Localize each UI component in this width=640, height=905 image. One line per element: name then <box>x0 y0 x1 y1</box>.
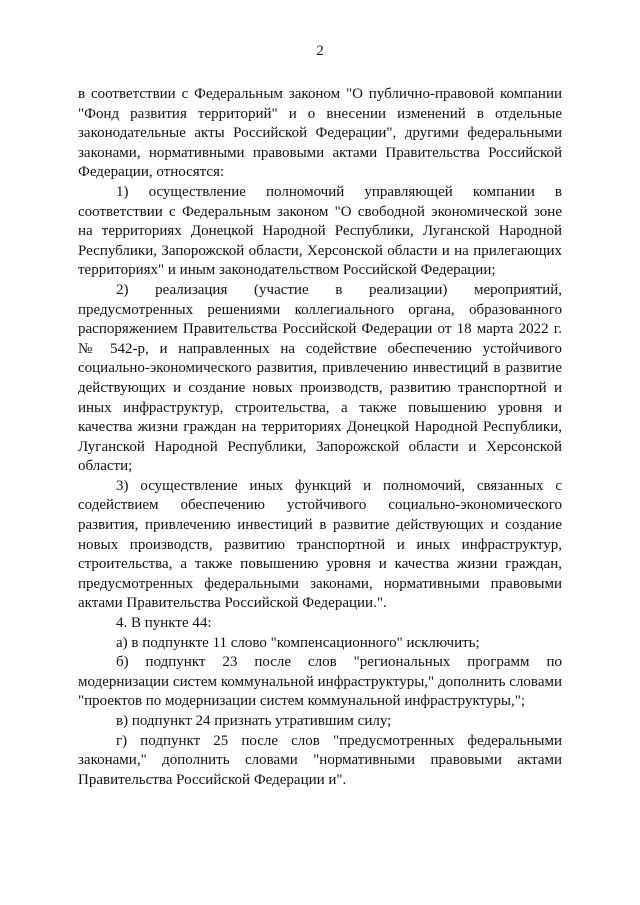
paragraph-subitem-g: г) подпункт 25 после слов "предусмотренных федеральными законами," дополнить словами "нормативными правовыми актами Правительства Российской Федерации и". <box>78 732 562 788</box>
paragraph-subitem-a: а) в подпункте 11 слово "компенсационного" исключить; <box>116 634 480 651</box>
paragraph-item-3: 3) осуществление иных функций и полномочий, связанных с содействием обеспечению устойчивого социально-экономического развития, привлечению инвестиций в развитие действующих и создание новых производств, развитию транспортной и иных инфраструктур, строительства, а также повышению уровня и качества жизни граждан, предусмотренных федеральными законами, нормативными правовыми актами Правительства Российской Федерации.". <box>78 477 562 612</box>
paragraph-item-1: 1) осуществление полномочий управляющей компании в соответствии с Федеральным законом "О свободной экономической зоне на территориях Донецкой Народной Республики, Луганской Народной Республики, Запорожской области, Херсонской области и на прилегающих территориях" и иным законодательством Российской Федерации; <box>78 183 562 279</box>
document-body <box>78 85 562 790</box>
paragraph-intro-continuation: в соответствии с Федеральным законом "О публично-правовой компании "Фонд развития территорий" и о внесении изменений в отдельные законодательные акты Российской Федерации", другими федеральными законами, нормативными правовыми актами Правительства Российской Федерации, относятся: <box>78 86 562 181</box>
paragraph-point-4: 4. В пункте 44: <box>116 615 212 632</box>
paragraph-subitem-v: в) подпункт 24 признать утратившим силу; <box>116 713 392 729</box>
paragraph-subitem-b: б) подпункт 23 после слов "региональных программ по модернизации систем коммунальной инфраструктуры," дополнить словами "проектов по модернизации систем коммунальной инфраструктуры,"; <box>78 654 562 710</box>
paragraph-item-2: 2) реализация (участие в реализации) мероприятий, предусмотренных решениями коллегиального органа, образованного распоряжением Правительства Российской Федерации от 18 марта 2022 г. № 542-р, и направленных на содействие обеспечению устойчивого социально-экономического развития, привлечению инвестиций в развитие действующих и создание новых производств, развитию транспортной и иных инфраструктур, строительства, а также повышению уровня и качества жизни граждан на территориях Донецкой Народной Республики, Луганской Народной Республики, Запорожской области и Херсонской области; <box>78 281 562 475</box>
page-number: 2 <box>316 43 324 59</box>
